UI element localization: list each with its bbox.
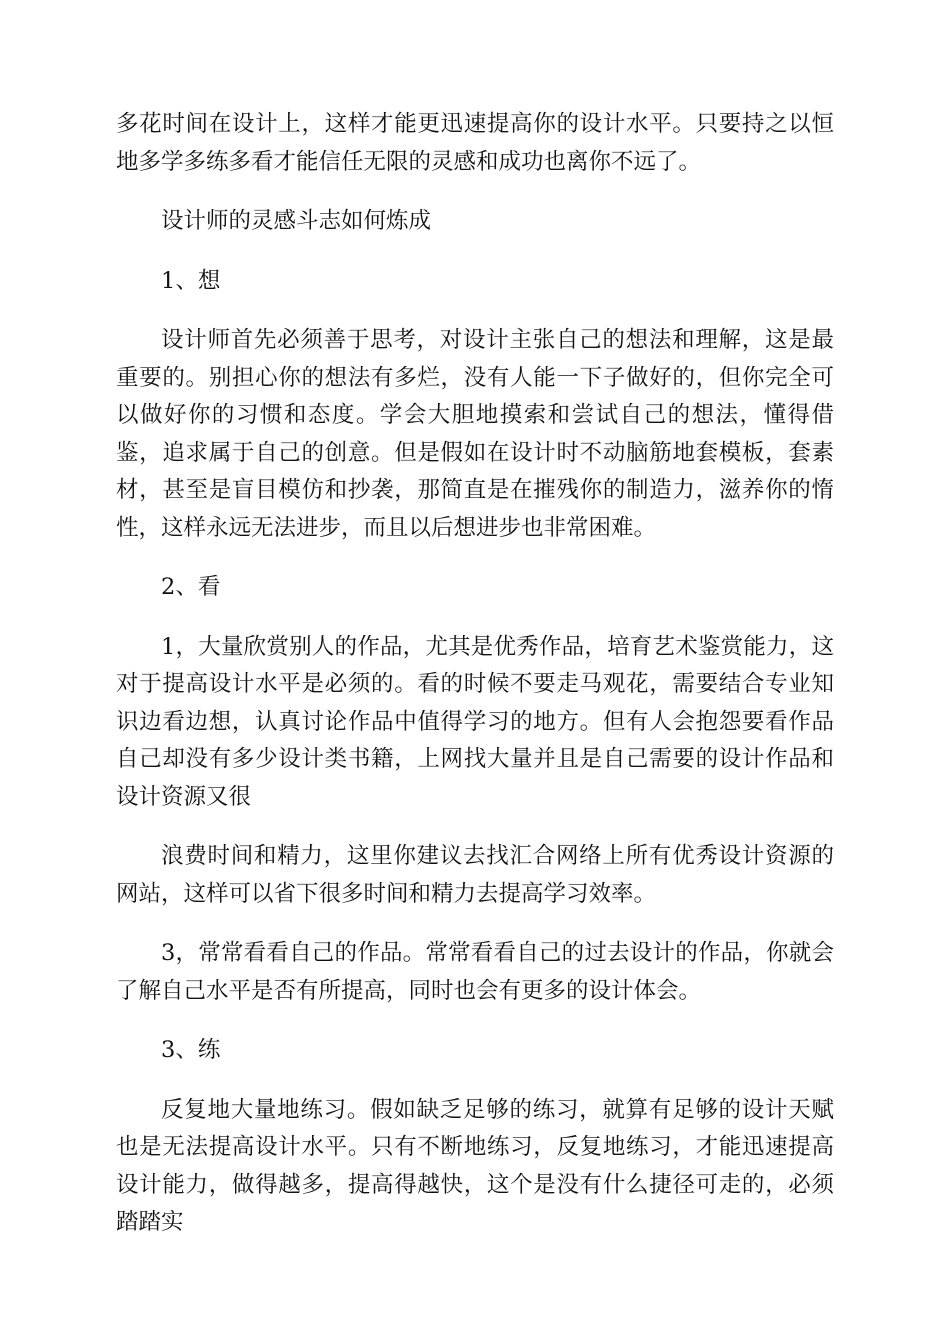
paragraph-practice: 反复地大量地练习。假如缺乏足够的练习，就算有足够的设计天赋也是无法提高设计水平。只有不断地练习，反复地练习，才能迅速提高设计能力，做得越多，提高得越快，这个是没有什么捷径可走的，必须踏踏实: [116, 1096, 834, 1235]
paragraph-continuation: 多花时间在设计上，这样才能更迅速提高你的设计水平。只要持之以恒地多学多练多看才能信任无限的灵感和成功也离你不远了。: [116, 111, 834, 175]
subheading-think: 1、想: [161, 267, 221, 294]
paragraph-look-1: 1，大量欣赏别人的作品，尤其是优秀作品，培育艺术鉴赏能力，这对于提高设计水平是必须的。看的时候不要走马观花，需要结合专业知识边看边想，认真讨论作品中值得学习的地方。但有人会抱怨要看作品自己却没有多少设计类书籍，上网找大量并且是自己需要的设计作品和设计资源又很: [116, 633, 834, 810]
subheading-look: 2、看: [161, 574, 221, 600]
paragraph-look-continued: 浪费时间和精力，这里你建议去找汇合网络上所有优秀设计资源的网站，这样可以省下很多时间和精力去提高学习效率。: [116, 843, 834, 907]
subheading-practice: 3、练: [161, 1037, 221, 1063]
section-heading: 设计师的灵感斗志如何炼成: [161, 208, 432, 234]
document-body: [116, 106, 834, 1264]
paragraph-think: 设计师首先必须善于思考，对设计主张自己的想法和理解，这是最重要的。别担心你的想法有多烂，没有人能一下子做好的，但你完全可以做好你的习惯和态度。学会大胆地摸索和尝试自己的想法，懂得借鉴，追求属于自己的创意。但是假如在设计时不动脑筋地套模板，套素材，甚至是盲目模仿和抄袭，那简直是在摧残你的制造力，滋养你的惰性，这样永远无法进步，而且以后想进步也非常困难。: [116, 327, 834, 541]
paragraph-look-3: 3，常常看看自己的作品。常常看看自己的过去设计的作品，你就会了解自己水平是否有所提高，同时也会有更多的设计体会。: [116, 940, 834, 1004]
